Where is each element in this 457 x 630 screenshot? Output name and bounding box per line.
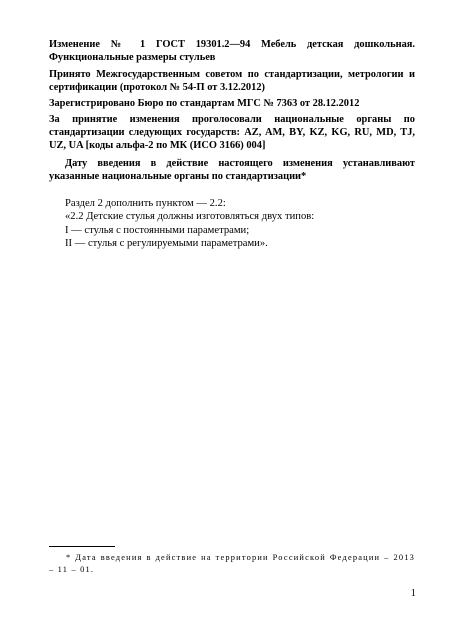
footnote: * Дата введения в действие на территории Российской Федерации – 2013 – 11 – 01. <box>49 553 415 574</box>
body-line-section: Раздел 2 дополнить пунктом — 2.2: <box>65 198 226 209</box>
body-line-type-1: I — стулья с постоянными параметрами; <box>65 224 250 236</box>
footnote-divider <box>49 546 115 547</box>
registration-statement: Зарегистрировано Бюро по стандартам МГС № 7363 от 28.12.2012 <box>49 98 360 109</box>
body-line-type-2: II — стулья с регулируемыми параметрами». <box>65 238 268 250</box>
amendment-body <box>65 197 425 251</box>
page-number: 1 <box>410 588 416 599</box>
amendment-title: Изменение № 1 ГОСТ 19301.2—94 Мебель детская дошкольная. Функциональные размеры стульев <box>49 39 415 64</box>
effective-date-note: Дату введения в действие настоящего изменения устанавливают указанные национальные органы по стандартизации* <box>49 158 415 183</box>
voting-statement: За принятие изменения проголосовали национальные органы по стандартизации следующих государств: AZ, AM, BY, KZ, KG, RU, MD, TJ, UZ, UA [коды альфа-2 по МК (ИСО 3166) 004] <box>49 114 415 152</box>
adoption-statement: Принято Межгосударственным советом по стандартизации, метрологии и сертификации (протокол № 54-П от 3.12.2012) <box>49 69 415 94</box>
body-line-clause: «2.2 Детские стулья должны изготовляться двух типов: <box>65 211 315 223</box>
